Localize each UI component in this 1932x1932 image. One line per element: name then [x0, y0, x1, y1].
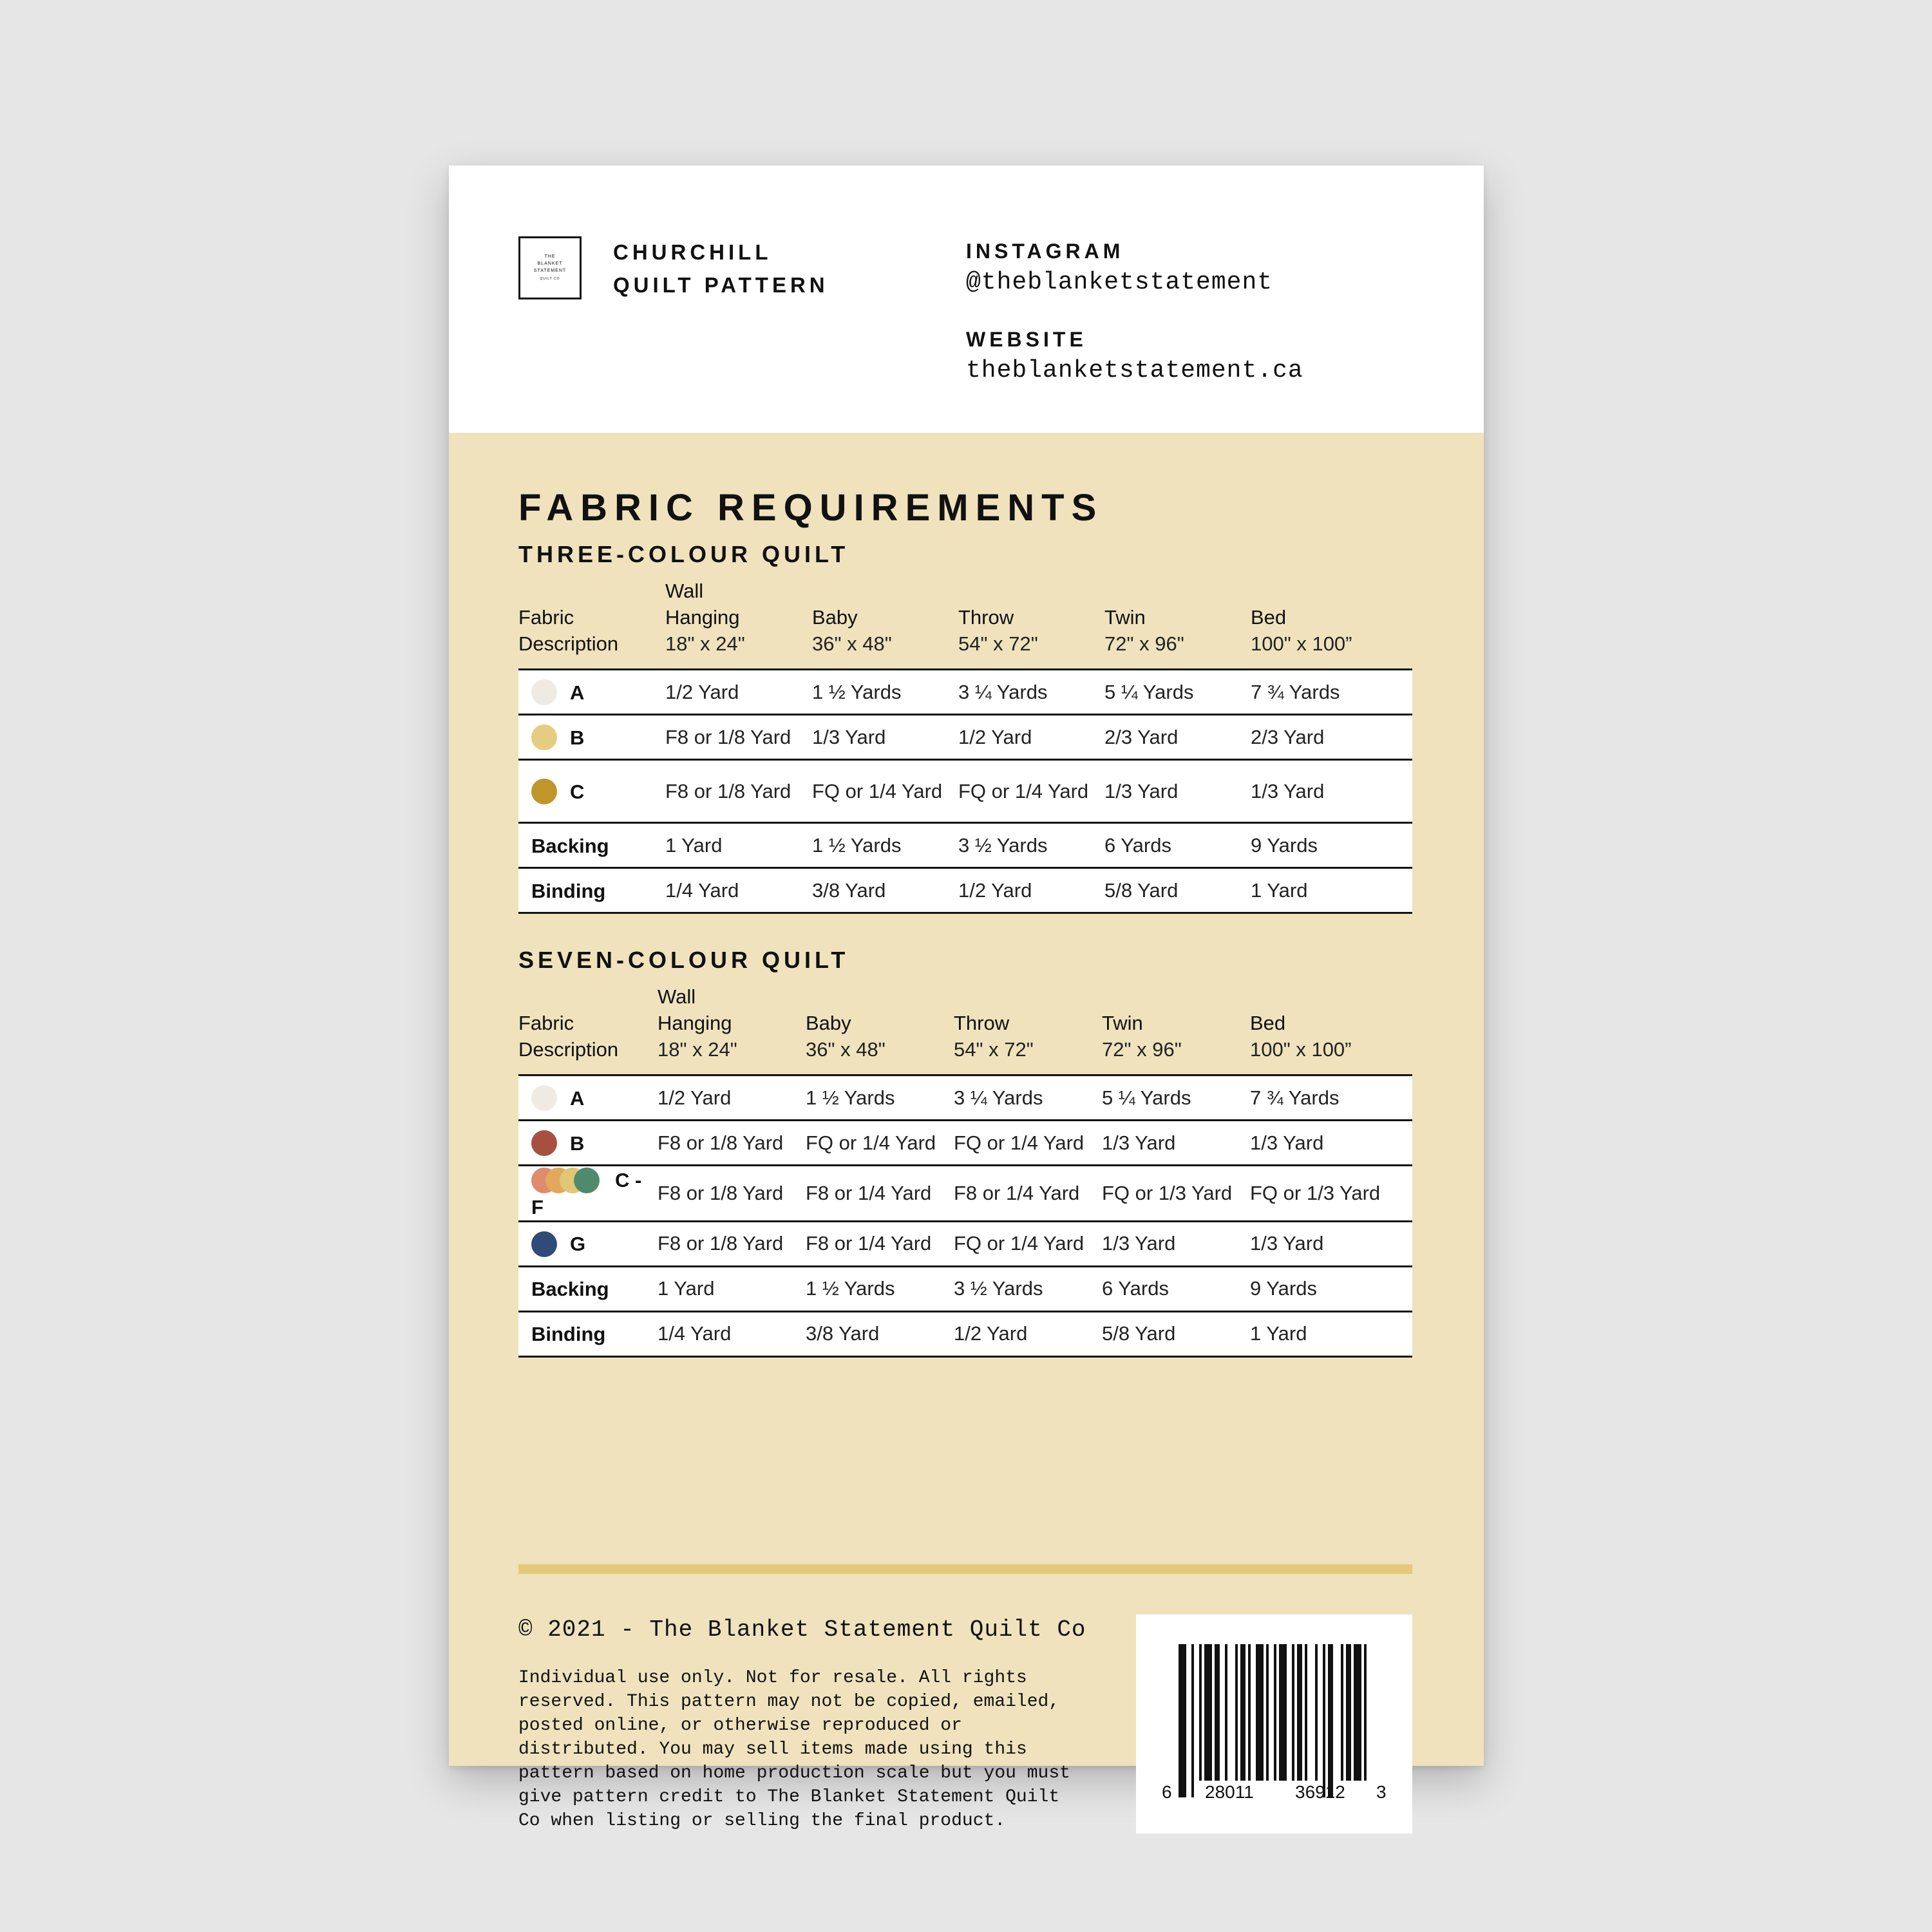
- yardage-cell: 2/3 Yard: [1251, 715, 1412, 760]
- yardage-cell: 3 ½ Yards: [954, 1266, 1102, 1311]
- yardage-cell: 1/4 Yard: [658, 1311, 806, 1356]
- yardage-cell: 3 ½ Yards: [958, 823, 1104, 868]
- legal-line: Individual use only. Not for resale. All rights: [518, 1668, 1027, 1688]
- yardage-cell: 1/4 Yard: [665, 868, 812, 913]
- yardage-cell: 9 Yards: [1251, 823, 1412, 868]
- yardage-cell: F8 or 1/4 Yard: [806, 1166, 954, 1222]
- yardage-cell: 3/8 Yard: [812, 868, 958, 913]
- divider-stripe: [518, 1564, 1412, 1574]
- barcode-bar: [1240, 1644, 1245, 1781]
- fabric-label: Binding: [531, 879, 606, 902]
- fabric-swatch-icon: [531, 1231, 557, 1257]
- column-header-size: Baby 36" x 48": [812, 606, 892, 655]
- yardage-cell: 1 ½ Yards: [812, 823, 958, 868]
- barcode-bar: [1315, 1644, 1318, 1781]
- legal-line: posted online, or otherwise reproduced or: [518, 1716, 962, 1736]
- legal-line: distributed. You may sell items made using this: [518, 1739, 1027, 1759]
- barcode-bar: [1274, 1644, 1276, 1781]
- barcode-bar: [1204, 1644, 1212, 1781]
- fabric-label-cell: [518, 715, 665, 760]
- column-header-size: Wall Hanging 18" x 24": [658, 985, 737, 1061]
- fabric-label: Backing: [531, 834, 609, 857]
- table-row: [518, 1311, 1412, 1356]
- yardage-cell: 7 ¾ Yards: [1250, 1075, 1412, 1121]
- yardage-cell: 5 ¼ Yards: [1102, 1075, 1250, 1121]
- yardage-cell: FQ or 1/4 Yard: [958, 760, 1104, 823]
- fabric-swatch-icon: [531, 724, 557, 750]
- barcode-bar: [1248, 1644, 1251, 1781]
- table-row: [518, 1221, 1412, 1266]
- yardage-cell: F8 or 1/4 Yard: [954, 1166, 1102, 1222]
- barcode-bars: [1136, 1615, 1412, 1833]
- yardage-cell: 1/3 Yard: [1250, 1221, 1412, 1266]
- yardage-cell: 1/3 Yard: [812, 715, 958, 760]
- table-header-row: [518, 578, 1412, 670]
- legal-notice: [518, 1666, 1098, 1833]
- barcode-bar: [1297, 1644, 1302, 1781]
- barcode: [1136, 1615, 1412, 1833]
- legal-line: reserved. This pattern may not be copied, emailed,: [518, 1692, 1060, 1712]
- yardage-cell: F8 or 1/8 Yard: [658, 1121, 806, 1166]
- table-row: [518, 715, 1412, 760]
- barcode-bar: [1179, 1644, 1186, 1797]
- fabric-swatch-icon: [531, 779, 557, 804]
- fabric-label-cell: [518, 1311, 658, 1356]
- yardage-cell: F8 or 1/8 Yard: [665, 715, 812, 760]
- barcode-bar: [1256, 1644, 1264, 1781]
- brand-logo: THE BLANKET STATEMENT QUILT CO: [518, 236, 582, 299]
- table-row: [518, 760, 1412, 823]
- column-header-size: Baby 36" x 48": [806, 1012, 886, 1061]
- fabric-label-cell: [518, 823, 665, 868]
- fabric-swatch-icon: [531, 1085, 557, 1111]
- barcode-digit: 28011: [1205, 1782, 1254, 1802]
- yardage-cell: 1/2 Yard: [665, 670, 812, 715]
- barcode-bar: [1191, 1644, 1194, 1797]
- table-header-row: [518, 983, 1412, 1075]
- barcode-bar: [1235, 1644, 1238, 1781]
- yardage-cell: FQ or 1/3 Yard: [1102, 1166, 1250, 1222]
- table-row: [518, 1075, 1412, 1121]
- column-header-size: Throw 54" x 72": [958, 606, 1038, 655]
- table-row: [518, 1121, 1412, 1166]
- barcode-bar: [1328, 1644, 1333, 1797]
- fabric-label: C - F: [531, 1168, 642, 1218]
- yardage-cell: F8 or 1/8 Yard: [658, 1166, 806, 1222]
- yardage-cell: 1/3 Yard: [1250, 1121, 1412, 1166]
- barcode-bar: [1323, 1644, 1325, 1797]
- fabric-label-cell: [518, 1075, 658, 1121]
- yardage-cell: 3/8 Yard: [806, 1311, 954, 1356]
- seven-colour-table: [518, 983, 1412, 1358]
- fabric-label-cell: [518, 1166, 658, 1222]
- yardage-cell: 6 Yards: [1102, 1266, 1250, 1311]
- yardage-cell: 1/3 Yard: [1104, 760, 1251, 823]
- legal-line: Co when listing or selling the final product.: [518, 1811, 1006, 1831]
- yardage-cell: 1/2 Yard: [958, 715, 1104, 760]
- barcode-bar: [1292, 1644, 1294, 1781]
- fabric-swatch-icon: [531, 1130, 557, 1156]
- column-header-size: Throw 54" x 72": [954, 1012, 1034, 1061]
- yardage-cell: 1 Yard: [658, 1266, 806, 1311]
- table-row: [518, 1166, 1412, 1222]
- yardage-cell: 1 Yard: [665, 823, 812, 868]
- yardage-cell: 1 ½ Yards: [812, 670, 958, 715]
- barcode-digit: 36912: [1295, 1782, 1345, 1802]
- barcode-digit: 6: [1162, 1782, 1172, 1802]
- yardage-cell: F8 or 1/8 Yard: [658, 1221, 806, 1266]
- yardage-cell: F8 or 1/4 Yard: [806, 1221, 954, 1266]
- yardage-cell: 5 ¼ Yards: [1104, 670, 1251, 715]
- column-header-size: Twin 72" x 96": [1104, 606, 1184, 655]
- barcode-bar: [1354, 1644, 1361, 1781]
- fabric-requirements-heading: FABRIC REQUIREMENTS: [518, 487, 1104, 529]
- yardage-cell: 6 Yards: [1104, 823, 1251, 868]
- yardage-cell: F8 or 1/8 Yard: [665, 760, 812, 823]
- website-url: theblanketstatement.ca: [966, 357, 1303, 384]
- fabric-label-cell: [518, 1266, 658, 1311]
- yardage-cell: 1/3 Yard: [1102, 1221, 1250, 1266]
- fabric-label: Binding: [531, 1323, 606, 1346]
- yardage-cell: 1 Yard: [1251, 868, 1412, 913]
- yardage-cell: 5/8 Yard: [1104, 868, 1251, 913]
- fabric-label: G: [570, 1233, 586, 1256]
- table-row: [518, 1266, 1412, 1311]
- yardage-cell: 1/2 Yard: [958, 868, 1104, 913]
- fabric-swatch-icon: [531, 679, 557, 705]
- barcode-bar: [1279, 1644, 1287, 1781]
- fabric-label-cell: [518, 670, 665, 715]
- barcode-bar: [1199, 1644, 1202, 1781]
- yardage-cell: 3 ¼ Yards: [958, 670, 1104, 715]
- table-row: [518, 670, 1412, 715]
- copyright-notice: © 2021 - The Blanket Statement Quilt Co: [518, 1616, 1086, 1643]
- legal-line: pattern based on home production scale but you must: [518, 1763, 1070, 1783]
- seven-colour-title: SEVEN-COLOUR QUILT: [518, 947, 849, 973]
- instagram-handle: @theblanketstatement: [966, 269, 1273, 296]
- column-header-size: Twin 72" x 96": [1102, 1012, 1182, 1061]
- three-colour-title: THREE-COLOUR QUILT: [518, 541, 849, 567]
- barcode-bar: [1266, 1644, 1269, 1781]
- yardage-cell: 2/3 Yard: [1104, 715, 1251, 760]
- barcode-bar: [1341, 1644, 1343, 1781]
- barcode-bar: [1215, 1644, 1220, 1781]
- yardage-cell: FQ or 1/4 Yard: [812, 760, 958, 823]
- fabric-label: B: [570, 726, 585, 749]
- yardage-cell: FQ or 1/3 Yard: [1250, 1166, 1412, 1222]
- yardage-cell: FQ or 1/4 Yard: [806, 1121, 954, 1166]
- yardage-cell: 1 Yard: [1250, 1311, 1412, 1356]
- pattern-back-cover: [449, 166, 1484, 1831]
- fabric-label-cell: [518, 1221, 658, 1266]
- legal-line: give pattern credit to The Blanket Statement Quilt: [518, 1787, 1060, 1807]
- pattern-title-line2: QUILT PATTERN: [613, 273, 829, 297]
- barcode-bar: [1305, 1644, 1307, 1781]
- table-row: [518, 823, 1412, 868]
- pattern-title-line1: CHURCHILL: [613, 240, 772, 264]
- barcode-bar: [1225, 1644, 1227, 1781]
- yardage-cell: 1/3 Yard: [1251, 760, 1412, 823]
- table-row: [518, 868, 1412, 913]
- fabric-label-cell: [518, 760, 665, 823]
- yardage-cell: 1/3 Yard: [1102, 1121, 1250, 1166]
- fabric-label: Backing: [531, 1278, 609, 1301]
- three-colour-table: [518, 578, 1412, 914]
- yardage-cell: 1/2 Yard: [954, 1311, 1102, 1356]
- barcode-bar: [1364, 1644, 1367, 1781]
- column-header-fabric-description: Fabric Description: [518, 1012, 619, 1061]
- yardage-cell: FQ or 1/4 Yard: [954, 1221, 1102, 1266]
- yardage-cell: 7 ¾ Yards: [1251, 670, 1412, 715]
- yardage-cell: 1/2 Yard: [658, 1075, 806, 1121]
- fabric-label: B: [570, 1132, 585, 1155]
- column-header-size: Wall Hanging 18" x 24": [665, 580, 745, 655]
- barcode-digit: 3: [1376, 1782, 1387, 1802]
- fabric-label: A: [570, 1086, 585, 1110]
- barcode-bar: [1346, 1644, 1351, 1781]
- header-panel: [449, 166, 1484, 433]
- fabric-swatch-group-icon: [531, 1168, 600, 1193]
- yardage-cell: 9 Yards: [1250, 1266, 1412, 1311]
- instagram-label: INSTAGRAM: [966, 240, 1124, 263]
- column-header-size: Bed 100" x 100”: [1251, 606, 1352, 655]
- yardage-cell: FQ or 1/4 Yard: [954, 1121, 1102, 1166]
- fabric-label: C: [570, 780, 585, 803]
- fabric-swatch-icon: [574, 1168, 600, 1193]
- yardage-cell: 1 ½ Yards: [806, 1266, 954, 1311]
- fabric-label-cell: [518, 868, 665, 913]
- yardage-cell: 3 ¼ Yards: [954, 1075, 1102, 1121]
- column-header-fabric-description: Fabric Description: [518, 606, 619, 655]
- website-label: WEBSITE: [966, 328, 1087, 351]
- fabric-label: A: [570, 681, 585, 704]
- yardage-cell: 5/8 Yard: [1102, 1311, 1250, 1356]
- fabric-label-cell: [518, 1121, 658, 1166]
- yardage-cell: 1 ½ Yards: [806, 1075, 954, 1121]
- column-header-size: Bed 100" x 100”: [1250, 1012, 1352, 1061]
